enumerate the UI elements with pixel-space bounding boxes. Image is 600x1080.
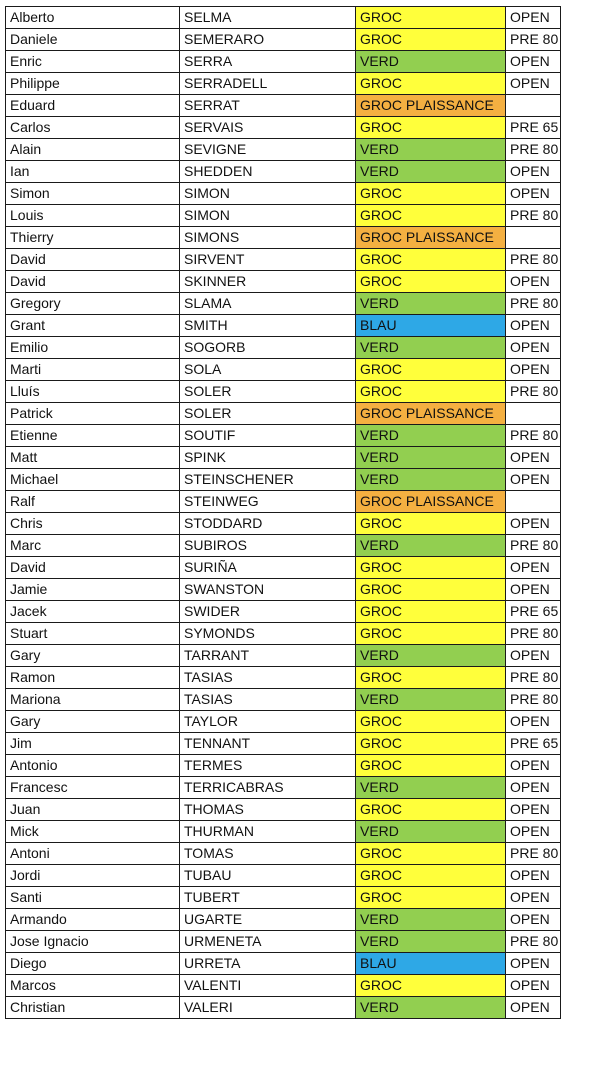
last-name-cell: URRETA [180,953,356,975]
first-name-cell: Lluís [6,381,180,403]
group-cell: GROC [356,271,506,293]
category-cell: OPEN [506,777,561,799]
group-cell: VERD [356,777,506,799]
first-name-cell: Santi [6,887,180,909]
last-name-cell: SMITH [180,315,356,337]
last-name-cell: STODDARD [180,513,356,535]
group-cell: VERD [356,293,506,315]
first-name-cell: Gary [6,645,180,667]
first-name-cell: Mariona [6,689,180,711]
group-cell: VERD [356,997,506,1019]
group-cell: GROC PLAISSANCE [356,491,506,513]
category-cell: PRE 80 [506,205,561,227]
first-name-cell: Jordi [6,865,180,887]
first-name-cell: Ralf [6,491,180,513]
group-cell: BLAU [356,953,506,975]
last-name-cell: SUBIROS [180,535,356,557]
table-row [6,843,561,865]
table-row [6,909,561,931]
table-row [6,29,561,51]
first-name-cell: Jim [6,733,180,755]
category-cell: PRE 80 [506,843,561,865]
first-name-cell: David [6,271,180,293]
first-name-cell: Patrick [6,403,180,425]
last-name-cell: SIMONS [180,227,356,249]
last-name-cell: SOLER [180,381,356,403]
group-cell: VERD [356,161,506,183]
group-cell: VERD [356,931,506,953]
group-cell: GROC [356,73,506,95]
last-name-cell: URMENETA [180,931,356,953]
group-cell: GROC [356,865,506,887]
last-name-cell: THURMAN [180,821,356,843]
table-row [6,117,561,139]
table-row [6,557,561,579]
last-name-cell: SEMERARO [180,29,356,51]
category-cell: OPEN [506,73,561,95]
table-row [6,425,561,447]
category-cell: OPEN [506,7,561,29]
first-name-cell: Armando [6,909,180,931]
first-name-cell: Antonio [6,755,180,777]
group-cell: GROC [356,579,506,601]
last-name-cell: SELMA [180,7,356,29]
category-cell [506,227,561,249]
group-cell: GROC [356,799,506,821]
category-cell: OPEN [506,557,561,579]
group-cell: GROC [356,975,506,997]
group-cell: GROC [356,513,506,535]
table-row [6,755,561,777]
group-cell: VERD [356,689,506,711]
table-row [6,293,561,315]
table-row [6,7,561,29]
category-cell: PRE 80 [506,29,561,51]
table-row [6,205,561,227]
group-cell: VERD [356,535,506,557]
table-row [6,799,561,821]
table-row [6,447,561,469]
first-name-cell: Alain [6,139,180,161]
last-name-cell: SERVAIS [180,117,356,139]
group-cell: VERD [356,821,506,843]
first-name-cell: Antoni [6,843,180,865]
group-cell: VERD [356,139,506,161]
group-cell: GROC [356,623,506,645]
first-name-cell: Stuart [6,623,180,645]
category-cell [506,403,561,425]
table-row [6,975,561,997]
first-name-cell: Thierry [6,227,180,249]
first-name-cell: Marcos [6,975,180,997]
first-name-cell: Jacek [6,601,180,623]
group-cell: VERD [356,337,506,359]
last-name-cell: SERRAT [180,95,356,117]
last-name-cell: STEINSCHENER [180,469,356,491]
table-row [6,491,561,513]
table-row [6,623,561,645]
table-row [6,249,561,271]
table-row [6,953,561,975]
category-cell: OPEN [506,821,561,843]
last-name-cell: SOLER [180,403,356,425]
group-cell: GROC [356,381,506,403]
first-name-cell: Grant [6,315,180,337]
table-row [6,887,561,909]
category-cell: PRE 80 [506,623,561,645]
last-name-cell: SIMON [180,205,356,227]
last-name-cell: TENNANT [180,733,356,755]
last-name-cell: SIRVENT [180,249,356,271]
category-cell: OPEN [506,315,561,337]
table-row [6,161,561,183]
group-cell: GROC [356,29,506,51]
last-name-cell: SURIÑA [180,557,356,579]
category-cell: OPEN [506,755,561,777]
group-cell: VERD [356,51,506,73]
category-cell: OPEN [506,51,561,73]
last-name-cell: TASIAS [180,689,356,711]
category-cell: PRE 80 [506,689,561,711]
first-name-cell: Marti [6,359,180,381]
group-cell: GROC [356,359,506,381]
table-row [6,711,561,733]
first-name-cell: Gregory [6,293,180,315]
table-row [6,95,561,117]
first-name-cell: Gary [6,711,180,733]
first-name-cell: David [6,249,180,271]
first-name-cell: David [6,557,180,579]
table-row [6,579,561,601]
category-cell: OPEN [506,271,561,293]
last-name-cell: TOMAS [180,843,356,865]
group-cell: VERD [356,645,506,667]
group-cell: VERD [356,909,506,931]
category-cell: OPEN [506,953,561,975]
last-name-cell: VALENTI [180,975,356,997]
category-cell: PRE 65 [506,117,561,139]
category-cell: PRE 80 [506,249,561,271]
last-name-cell: TUBAU [180,865,356,887]
first-name-cell: Chris [6,513,180,535]
category-cell: OPEN [506,447,561,469]
table-row [6,997,561,1019]
first-name-cell: Ramon [6,667,180,689]
first-name-cell: Simon [6,183,180,205]
category-cell: OPEN [506,865,561,887]
category-cell [506,491,561,513]
group-cell: GROC PLAISSANCE [356,227,506,249]
table-row [6,403,561,425]
category-cell: OPEN [506,183,561,205]
group-cell: VERD [356,447,506,469]
category-cell: OPEN [506,161,561,183]
category-cell: PRE 65 [506,601,561,623]
first-name-cell: Etienne [6,425,180,447]
last-name-cell: SKINNER [180,271,356,293]
category-cell: OPEN [506,887,561,909]
last-name-cell: SERRADELL [180,73,356,95]
table-row [6,381,561,403]
table-row [6,227,561,249]
table-row [6,667,561,689]
category-cell [506,95,561,117]
category-cell: PRE 80 [506,425,561,447]
last-name-cell: STEINWEG [180,491,356,513]
first-name-cell: Michael [6,469,180,491]
table-row [6,315,561,337]
last-name-cell: SOUTIF [180,425,356,447]
category-cell: PRE 80 [506,535,561,557]
group-cell: GROC [356,249,506,271]
first-name-cell: Ian [6,161,180,183]
group-cell: GROC [356,205,506,227]
first-name-cell: Enric [6,51,180,73]
category-cell: PRE 80 [506,381,561,403]
table-row [6,821,561,843]
first-name-cell: Francesc [6,777,180,799]
first-name-cell: Philippe [6,73,180,95]
last-name-cell: SEVIGNE [180,139,356,161]
category-cell: PRE 65 [506,733,561,755]
table-row [6,139,561,161]
table-row [6,777,561,799]
table-row [6,689,561,711]
group-cell: GROC [356,733,506,755]
group-cell: GROC [356,887,506,909]
category-cell: OPEN [506,997,561,1019]
participants-table-body [6,7,561,1019]
last-name-cell: SPINK [180,447,356,469]
table-row [6,183,561,205]
table-row [6,359,561,381]
last-name-cell: SOLA [180,359,356,381]
table-row [6,513,561,535]
first-name-cell: Eduard [6,95,180,117]
first-name-cell: Diego [6,953,180,975]
group-cell: GROC PLAISSANCE [356,403,506,425]
category-cell: OPEN [506,513,561,535]
category-cell: PRE 80 [506,667,561,689]
last-name-cell: TAYLOR [180,711,356,733]
category-cell: OPEN [506,579,561,601]
category-cell: OPEN [506,975,561,997]
category-cell: OPEN [506,359,561,381]
category-cell: OPEN [506,469,561,491]
group-cell: GROC [356,117,506,139]
first-name-cell: Alberto [6,7,180,29]
last-name-cell: SIMON [180,183,356,205]
last-name-cell: SLAMA [180,293,356,315]
table-row [6,469,561,491]
group-cell: BLAU [356,315,506,337]
table-row [6,337,561,359]
first-name-cell: Emilio [6,337,180,359]
first-name-cell: Juan [6,799,180,821]
category-cell: OPEN [506,909,561,931]
first-name-cell: Louis [6,205,180,227]
last-name-cell: SERRA [180,51,356,73]
first-name-cell: Carlos [6,117,180,139]
first-name-cell: Jamie [6,579,180,601]
group-cell: VERD [356,425,506,447]
table-row [6,601,561,623]
group-cell: GROC [356,711,506,733]
last-name-cell: TUBERT [180,887,356,909]
group-cell: GROC [356,755,506,777]
table-row [6,51,561,73]
first-name-cell: Matt [6,447,180,469]
last-name-cell: SWANSTON [180,579,356,601]
category-cell: PRE 80 [506,139,561,161]
group-cell: GROC [356,667,506,689]
last-name-cell: THOMAS [180,799,356,821]
last-name-cell: TERMES [180,755,356,777]
category-cell: OPEN [506,711,561,733]
table-row [6,865,561,887]
category-cell: OPEN [506,337,561,359]
table-row [6,271,561,293]
group-cell: GROC [356,183,506,205]
last-name-cell: SOGORB [180,337,356,359]
category-cell: PRE 80 [506,931,561,953]
table-row [6,73,561,95]
group-cell: GROC PLAISSANCE [356,95,506,117]
last-name-cell: TARRANT [180,645,356,667]
table-row [6,645,561,667]
category-cell: OPEN [506,645,561,667]
last-name-cell: SHEDDEN [180,161,356,183]
group-cell: GROC [356,843,506,865]
category-cell: OPEN [506,799,561,821]
first-name-cell: Christian [6,997,180,1019]
group-cell: GROC [356,601,506,623]
first-name-cell: Jose Ignacio [6,931,180,953]
group-cell: GROC [356,557,506,579]
first-name-cell: Marc [6,535,180,557]
table-row [6,733,561,755]
category-cell: PRE 80 [506,293,561,315]
last-name-cell: VALERI [180,997,356,1019]
last-name-cell: UGARTE [180,909,356,931]
participants-table [5,6,561,1019]
group-cell: VERD [356,469,506,491]
table-row [6,931,561,953]
first-name-cell: Mick [6,821,180,843]
last-name-cell: TERRICABRAS [180,777,356,799]
last-name-cell: SYMONDS [180,623,356,645]
table-row [6,535,561,557]
last-name-cell: TASIAS [180,667,356,689]
last-name-cell: SWIDER [180,601,356,623]
first-name-cell: Daniele [6,29,180,51]
group-cell: GROC [356,7,506,29]
